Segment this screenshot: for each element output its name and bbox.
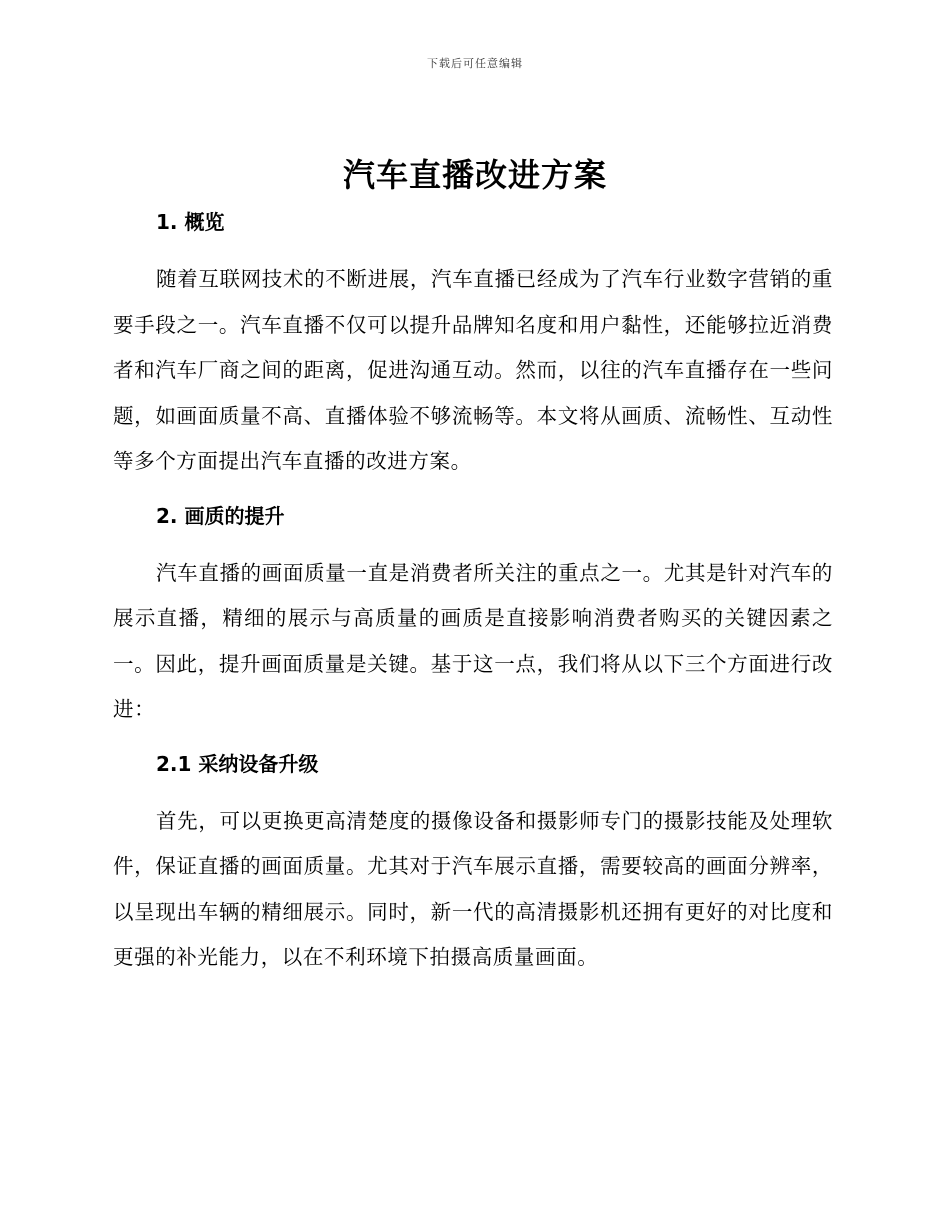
header-note: 下载后可任意编辑 xyxy=(427,57,523,70)
section-paragraph-image-quality: 汽车直播的画面质量一直是消费者所关注的重点之一。尤其是针对汽车的展示直播，精细的展示与高质量的画质是直接影响消费者购买的关键因素之一。因此，提升画面质量是关键。基于这一点，我们将从以下三个方面进行改进： xyxy=(113,560,833,721)
document-body xyxy=(113,205,833,981)
section-paragraph-equipment-upgrade: 首先，可以更换更高清楚度的摄像设备和摄影师专门的摄影技能及处理软件，保证直播的画面质量。尤其对于汽车展示直播，需要较高的画面分辨率，以呈现出车辆的精细展示。同时，新一代的高清摄影机还拥有更好的对比度和更强的补光能力，以在不利环境下拍摄高质量画面。 xyxy=(113,808,833,969)
section-paragraph-overview: 随着互联网技术的不断进展，汽车直播已经成为了汽车行业数字营销的重要手段之一。汽车直播不仅可以提升品牌知名度和用户黏性，还能够拉近消费者和汽车厂商之间的距离，促进沟通互动。然而，以往的汽车直播存在一些问题，如画面质量不高、直播体验不够流畅等。本文将从画质、流畅性、互动性等多个方面提出汽车直播的改进方案。 xyxy=(113,267,833,473)
document-title: 汽车直播改进方案 xyxy=(342,156,607,194)
section-heading-overview: 1. 概览 xyxy=(156,210,225,234)
section-heading-image-quality: 2. 画质的提升 xyxy=(156,503,285,528)
section-heading-equipment-upgrade: 2.1 采纳设备升级 xyxy=(156,751,319,776)
